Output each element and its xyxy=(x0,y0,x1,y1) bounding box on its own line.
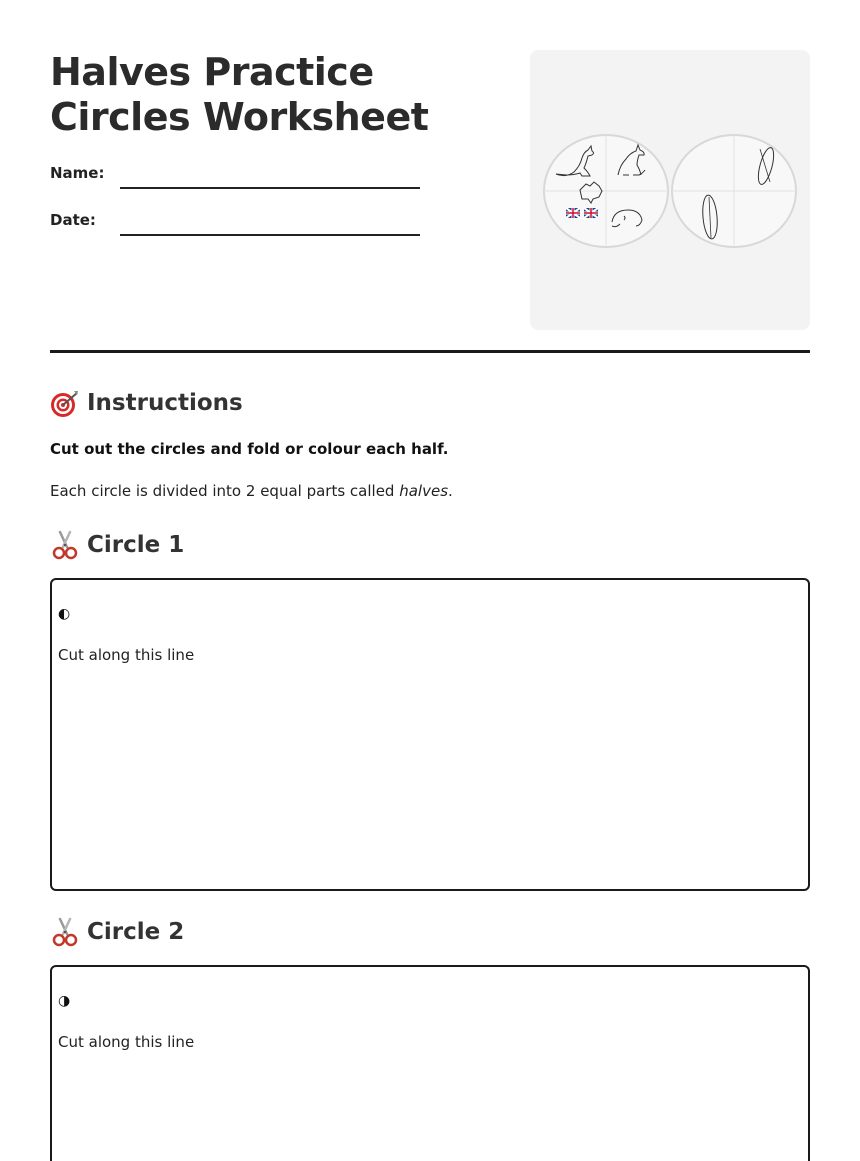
scissors-icon xyxy=(50,917,80,947)
half-circle-symbol: ◑ xyxy=(58,993,71,1009)
date-field xyxy=(50,209,420,237)
worksheet-page xyxy=(50,50,810,1051)
instructions-text xyxy=(50,482,453,500)
cut-line-label: Cut along this line xyxy=(58,646,195,664)
instructions-heading xyxy=(50,387,243,419)
circle-1-heading-text: Circle 1 xyxy=(87,532,185,558)
date-label: Date: xyxy=(50,211,96,229)
name-write-line xyxy=(120,187,420,189)
instructions-text-prefix: Each circle is divided into 2 equal parts called xyxy=(50,482,400,500)
instructions-heading-text: Instructions xyxy=(87,390,243,416)
preview-circles-illustration xyxy=(530,50,810,330)
circle-1-heading xyxy=(50,529,184,561)
name-label: Name: xyxy=(50,164,105,182)
target-icon xyxy=(50,388,80,418)
instructions-bold-text: Cut out the circles and fold or colour each half. xyxy=(50,440,449,458)
circle-2-heading xyxy=(50,916,184,948)
page-title: Halves Practice Circles Worksheet xyxy=(50,50,429,139)
instructions-text-emphasis: halves xyxy=(399,482,449,500)
worksheet-header xyxy=(50,50,810,332)
circle-2-cut-box xyxy=(50,965,810,1161)
circle-2-heading-text: Circle 2 xyxy=(87,919,185,945)
flag-icon xyxy=(584,208,598,218)
half-circle-symbol: ◐ xyxy=(58,606,71,622)
flag-icon xyxy=(566,208,580,218)
name-field xyxy=(50,162,420,190)
worksheet-preview-image xyxy=(530,50,810,330)
scissors-icon xyxy=(50,530,80,560)
header-divider xyxy=(50,350,810,353)
circle-1-cut-box xyxy=(50,578,810,891)
date-write-line xyxy=(120,234,420,236)
cut-line-label: Cut along this line xyxy=(58,1033,195,1051)
instructions-text-suffix: . xyxy=(448,482,453,500)
